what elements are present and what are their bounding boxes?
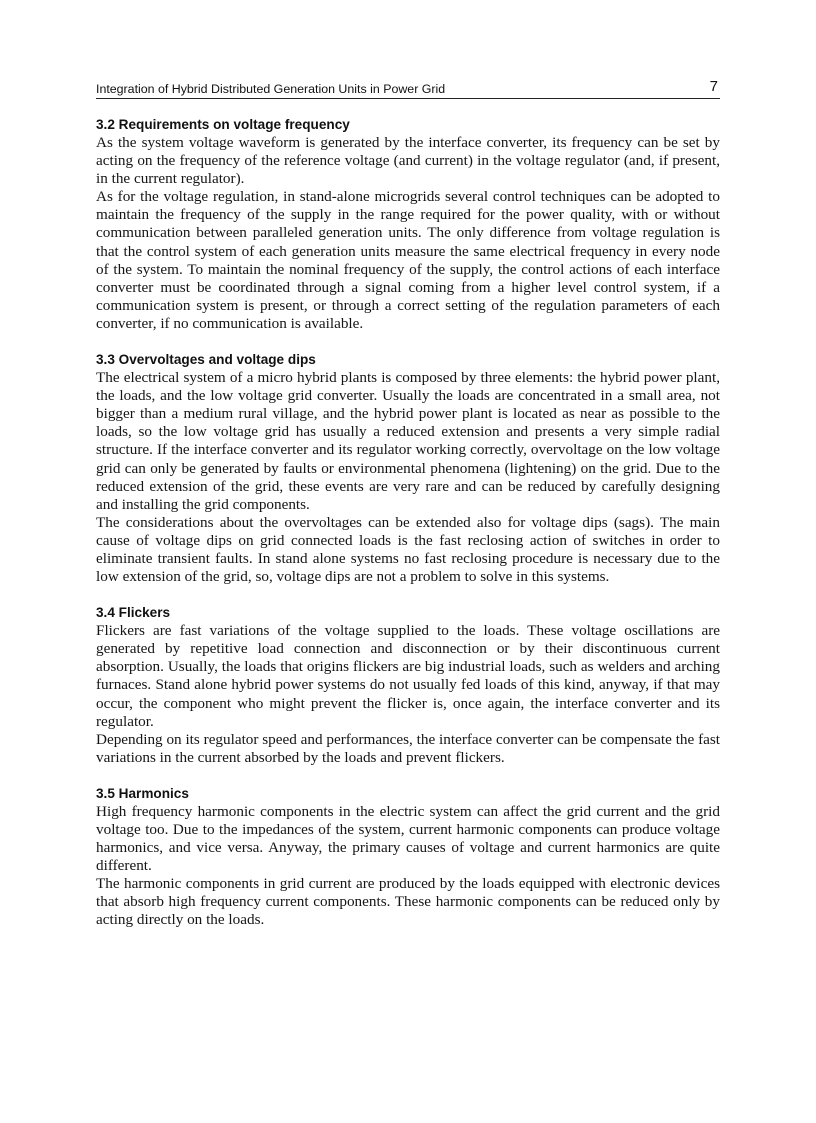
paragraph: High frequency harmonic components in the electric system can affect the grid current and the grid voltage too. Due to the impedances of the system, current harmonic components can produce voltage harmonics, and vice versa. Anyway, the primary causes of voltage and current harmonics are quite different.	[96, 802, 720, 875]
paragraph: Depending on its regulator speed and performances, the interface converter can be compensate the fast variations in the current absorbed by the loads and prevent flickers.	[96, 730, 720, 766]
paragraph: As for the voltage regulation, in stand-alone microgrids several control techniques can be adopted to maintain the frequency of the supply in the range required for the power quality, with or without communication between paralleled generation units. The only difference from voltage regulation is that the control system of each generation units measure the same electrical frequency in every node of the system. To maintain the nominal frequency of the supply, the control actions of each interface converter must be coordinated through a signal coming from a higher level control system, if a communication system is present, or through a correct setting of the regulation parameters of each converter, if no communication is available.	[96, 188, 720, 332]
page-content	[96, 116, 720, 948]
running-title: Integration of Hybrid Distributed Generation Units in Power Grid	[96, 82, 446, 96]
paragraph: As the system voltage waveform is generated by the interface converter, its frequency can be set by acting on the frequency of the reference voltage (and current) in the voltage regulator (and, if present, in the current regulator).	[96, 134, 720, 188]
page-number: 7	[709, 78, 718, 95]
section-heading: 3.4 Flickers	[96, 605, 171, 621]
paragraph: The considerations about the overvoltages can be extended also for voltage dips (sags). The main cause of voltage dips on grid connected loads is the fast reclosing action of switches in order to eliminate transient faults. In stand alone systems no fast reclosing procedure is necessary due to the low extension of the grid, so, voltage dips are not a problem to solve in this systems.	[96, 513, 720, 586]
section-3-5	[96, 785, 720, 930]
running-header	[96, 80, 720, 99]
section-heading: 3.2 Requirements on voltage frequency	[96, 117, 350, 132]
paragraph: The electrical system of a micro hybrid plants is composed by three elements: the hybrid power plant, the loads, and the low voltage grid converter. Usually the loads are concentrated in a small area, not bigger than a medium rural village, and the hybrid power plant is located as near as possible to the loads, so the low voltage grid has usually a reduced extension and presents a very simple radial structure. If the interface converter and its regulator working correctly, overvoltage on the low voltage grid can only be generated by faults or environmental phenomena (lightening) on the grid. Due to the reduced extension of the grid, these events are very rare and can be reduced by carefully designing and installing the grid components.	[96, 369, 720, 513]
section-3-2	[96, 116, 720, 333]
section-3-3	[96, 351, 720, 586]
section-3-4	[96, 604, 720, 767]
paragraph: The harmonic components in grid current are produced by the loads equipped with electronic devices that absorb high frequency current components. These harmonic components can be reduced only by acting directly on the loads.	[96, 875, 720, 929]
paragraph: Flickers are fast variations of the voltage supplied to the loads. These voltage oscillations are generated by repetitive load connection and disconnection or by their discontinuous current absorption. Usually, the loads that origins flickers are big industrial loads, such as welders and arching furnaces. Stand alone hybrid power systems do not usually fed loads of this kind, anyway, if that may occur, the component who might prevent the flicker is, once again, the interface converter and its regulator.	[96, 622, 720, 730]
section-heading: 3.3 Overvoltages and voltage dips	[96, 352, 316, 368]
section-heading: 3.5 Harmonics	[96, 785, 189, 801]
